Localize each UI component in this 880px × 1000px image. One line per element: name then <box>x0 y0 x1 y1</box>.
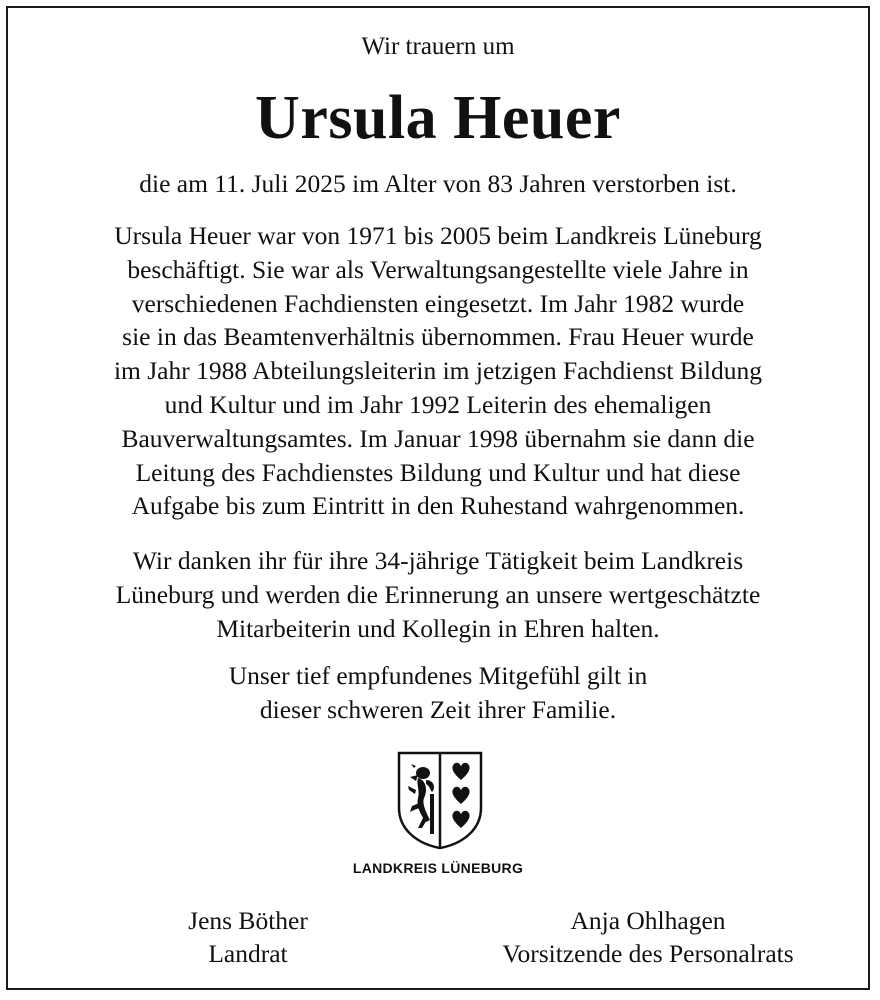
paragraph-line: dieser schweren Zeit ihrer Familie. <box>259 694 617 724</box>
paragraph-line: im Jahr 1988 Abteilungsleiterin im jetzigen Fachdienst Bildung <box>113 356 763 386</box>
paragraph-line: Aufgabe bis zum Eintritt in den Ruhestand wahrgenommen. <box>131 491 745 521</box>
paragraph-line: Unser tief empfundenes Mitgefühl gilt in <box>228 661 648 690</box>
paragraph-line: Leitung des Fachdienstes Bildung und Kultur und hat diese <box>135 457 741 487</box>
career-paragraph <box>28 219 848 523</box>
coat-of-arms-icon <box>396 750 484 850</box>
paragraph-line: Bauverwaltungsamtes. Im Januar 1998 übernahm sie dann die <box>121 423 755 453</box>
paragraph-line: verschiedenen Fachdiensten eingesetzt. Im Jahr 1982 wurde <box>131 288 745 318</box>
signatory-name: Jens Böther <box>188 906 308 935</box>
signatory-landrat <box>128 904 368 970</box>
paragraph-line: Ursula Heuer war von 1971 bis 2005 beim Landkreis Lüneburg <box>114 221 762 250</box>
signatory-title: Landrat <box>208 939 288 968</box>
paragraph-line: beschäftigt. Sie war als Verwaltungsangestellte viele Jahre in <box>127 254 749 284</box>
intro-text: Wir trauern um <box>361 33 515 60</box>
district-crest <box>8 750 868 890</box>
condolence-paragraph <box>28 659 848 727</box>
paragraph-line: sie in das Beamtenverhältnis übernommen. Frau Heuer wurde <box>122 322 754 352</box>
signatory-personalrat <box>458 904 838 970</box>
paragraph-line: Lüneburg und werden die Erinnerung an unsere wertgeschätzte <box>115 579 761 609</box>
deceased-name: Ursula Heuer <box>255 84 621 152</box>
paragraph-line: und Kultur und im Jahr 1992 Leiterin des ehemaligen <box>164 389 712 419</box>
thanks-paragraph <box>28 544 848 645</box>
signatory-title: Vorsitzende des Personalrats <box>502 939 794 968</box>
crest-label: LANDKREIS LÜNEBURG <box>352 860 524 876</box>
signatory-name: Anja Ohlhagen <box>570 906 726 935</box>
paragraph-line: Wir danken ihr für ihre 34-jährige Tätigkeit beim Landkreis <box>132 546 744 575</box>
paragraph-line: Mitarbeiterin und Kollegin in Ehren halten. <box>216 613 660 643</box>
obituary-notice <box>6 6 870 990</box>
death-date-line: die am 11. Juli 2025 im Alter von 83 Jahren verstorben ist. <box>139 169 737 198</box>
